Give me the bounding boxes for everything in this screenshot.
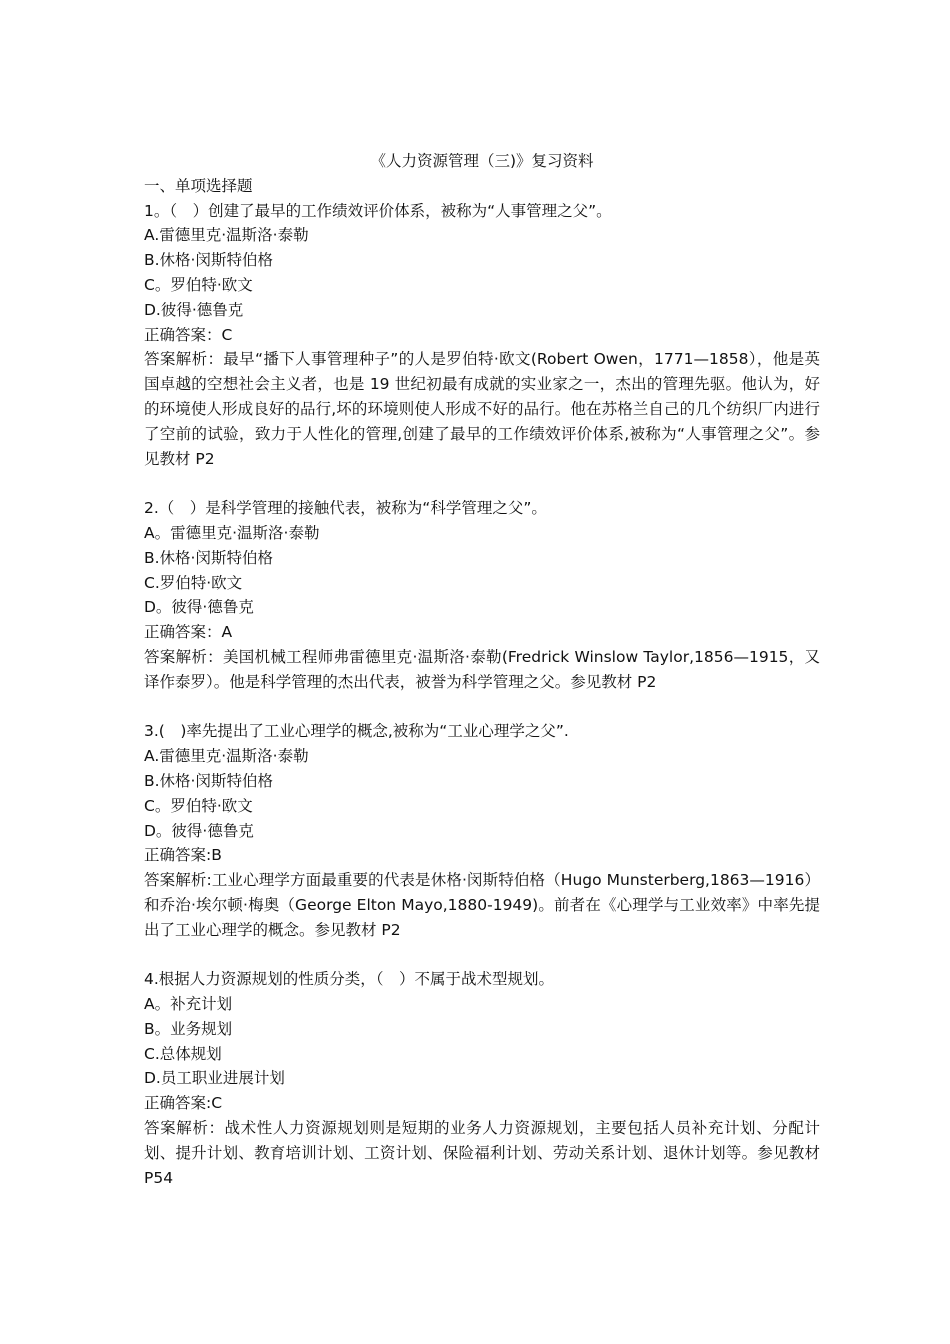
option-list — [144, 992, 820, 1091]
question-stem: 2.（ ）是科学管理的接触代表，被称为“科学管理之父”。 — [144, 499, 547, 518]
answer-explanation: 答案解析:工业心理学方面最重要的代表是休格·闵斯特伯格（Hugo Munsterberg,1863—1916）和乔治·埃尔顿·梅奥（George Elton Mayo,1880-1949)。前者在《心理学与工业效率》中率先提出了工业心理学的概念。参见教材 P2 — [144, 871, 820, 939]
answer-explanation: 答案解析：最早“播下人事管理种子”的人是罗伯特·欧文(Robert Owen，1771—1858），他是英国卓越的空想社会主义者，也是 19 世纪初最有成就的实业家之一，杰出的管理先驱。他认为，好的环境使人形成良好的品行,坏的环境则使人形成不好的品行。他在苏格兰自己的几个纺织厂内进行了空前的试验，致力于人性化的管理,创建了最早的工作绩效评价体系,被称为“人事管理之父”。参见教材 P2 — [144, 350, 820, 468]
option-d: D。彼得·德鲁克 — [144, 598, 254, 617]
document-title: 《人力资源管理（三)》复习资料 — [370, 152, 594, 170]
option-b: B.休格·闵斯特伯格 — [144, 771, 273, 790]
answer-explanation: 答案解析：美国机械工程师弗雷德里克·温斯洛·泰勒(Fredrick Winslow Taylor,1856—1915，又译作泰罗）。他是科学管理的杰出代表，被誉为科学管理之父。参见教材 P2 — [144, 647, 820, 691]
option-d: D.员工职业进展计划 — [144, 1069, 285, 1088]
option-a: A.雷德里克·温斯洛·泰勒 — [144, 226, 309, 245]
correct-answer: 正确答案:C — [144, 1094, 223, 1113]
option-b: B.休格·闵斯特伯格 — [144, 548, 273, 567]
option-d: D。彼得·德鲁克 — [144, 821, 254, 840]
answer-explanation: 答案解析：战术性人力资源规划则是短期的业务人力资源规划，主要包括人员补充计划、分配计划、提升计划、教育培训计划、工资计划、保险福利计划、劳动关系计划、退休计划等。参见教材 P54 — [144, 1119, 820, 1187]
question-4 — [144, 967, 820, 1190]
option-a: A。雷德里克·温斯洛·泰勒 — [144, 523, 320, 542]
question-stem: 4.根据人力资源规划的性质分类，（ ）不属于战术型规划。 — [144, 970, 555, 989]
question-3 — [144, 719, 820, 942]
option-c: C。罗伯特·欧文 — [144, 275, 253, 294]
option-a: A。补充计划 — [144, 995, 233, 1014]
option-b: B。业务规划 — [144, 1019, 233, 1038]
option-c: C.总体规划 — [144, 1044, 222, 1063]
correct-answer: 正确答案:B — [144, 846, 222, 865]
document-body — [144, 149, 820, 1215]
option-list — [144, 744, 820, 843]
question-2 — [144, 496, 820, 694]
option-c: C.罗伯特·欧文 — [144, 573, 243, 592]
option-c: C。罗伯特·欧文 — [144, 796, 253, 815]
option-d: D.彼得·德鲁克 — [144, 300, 244, 319]
question-stem: 3.( )率先提出了工业心理学的概念,被称为“工业心理学之父”. — [144, 722, 569, 741]
option-list — [144, 521, 820, 620]
correct-answer: 正确答案：C — [144, 325, 233, 344]
question-1 — [144, 199, 820, 472]
section-heading: 一、单项选择题 — [144, 176, 253, 195]
option-b: B.休格·闵斯特伯格 — [144, 251, 273, 270]
correct-answer: 正确答案：A — [144, 623, 233, 642]
question-stem: 1。（ ）创建了最早的工作绩效评价体系，被称为“人事管理之父”。 — [144, 201, 612, 220]
option-a: A.雷德里克·温斯洛·泰勒 — [144, 747, 309, 766]
option-list — [144, 223, 820, 322]
